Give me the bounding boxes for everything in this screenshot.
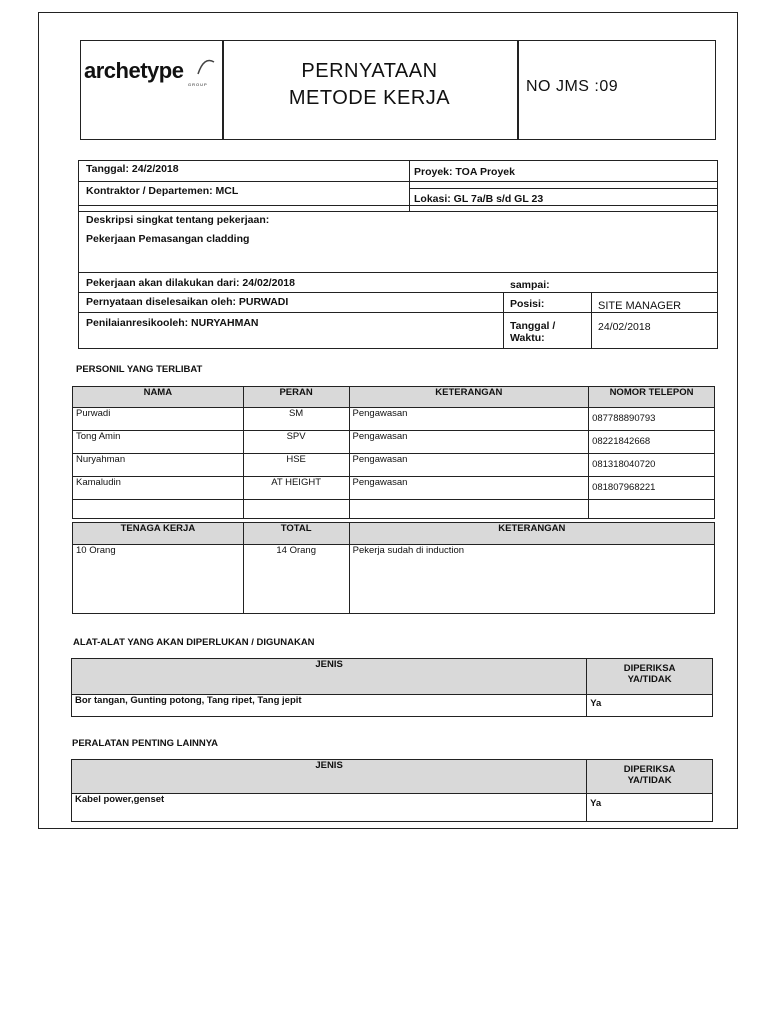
- header-diperiksa-line-2: YA/TIDAK: [627, 674, 672, 685]
- keterangan-cell: Pengawasan: [349, 408, 589, 431]
- section-title-alat: ALAT-ALAT YANG AKAN DIPERLUKAN / DIGUNAKAN: [73, 637, 315, 648]
- header-diperiksa-line-1: DIPERIKSA: [623, 663, 676, 674]
- table-row: [73, 408, 715, 431]
- telepon-cell: 081807968221: [589, 477, 715, 500]
- keterangan-cell: Pengawasan: [349, 454, 589, 477]
- tanggal-dari-field: Pekerjaan akan dilakukan dari: 24/02/2018: [86, 277, 295, 289]
- empty-cell: [243, 500, 349, 519]
- logo-swoosh-icon: [196, 54, 216, 76]
- empty-cell: [589, 500, 715, 519]
- tanggal-waktu-value: 24/02/2018: [598, 321, 651, 333]
- peran-cell: SPV: [243, 431, 349, 454]
- alat-header-row: [72, 659, 713, 695]
- keterangan-cell: Pengawasan: [349, 477, 589, 500]
- table-row: [73, 454, 715, 477]
- header-jenis: JENIS: [72, 659, 587, 695]
- header-diperiksa-line-2: YA/TIDAK: [627, 775, 672, 786]
- logo-subtext: GROUP: [188, 82, 208, 87]
- nama-cell: Nuryahman: [73, 454, 244, 477]
- telepon-cell: 087788890793: [589, 408, 715, 431]
- total-cell: 14 Orang: [243, 545, 349, 614]
- personil-table: [72, 386, 715, 519]
- info-line: [78, 211, 718, 212]
- diselesaikan-field: Pernyataan diselesaikan oleh: PURWADI: [86, 296, 289, 308]
- title-line-1: PERNYATAAN: [301, 60, 438, 82]
- tanggal-field: Tanggal: 24/2/2018: [86, 163, 179, 175]
- header-divider-2: [517, 40, 519, 139]
- proyek-field: Proyek: TOA Proyek: [414, 166, 515, 178]
- info-line: [78, 312, 718, 313]
- deskripsi-label: Deskripsi singkat tentang pekerjaan:: [86, 214, 270, 226]
- header-peran: PERAN: [243, 387, 349, 408]
- lokasi-field: Lokasi: GL 7a/B s/d GL 23: [414, 193, 544, 205]
- header-jenis: JENIS: [72, 760, 587, 794]
- header-diperiksa: [587, 760, 713, 794]
- personil-header-row: [73, 387, 715, 408]
- tenaga-keterangan-cell: Pekerja sudah di induction: [349, 545, 714, 614]
- tenaga-kerja-cell: 10 Orang: [73, 545, 244, 614]
- jenis-cell: Kabel power,genset: [72, 794, 587, 822]
- header-diperiksa: [587, 659, 713, 695]
- posisi-value: SITE MANAGER: [598, 300, 682, 312]
- keterangan-cell: Pengawasan: [349, 431, 589, 454]
- deskripsi-value: Pekerjaan Pemasangan cladding: [86, 233, 250, 245]
- info-divider: [409, 160, 410, 212]
- document-number: NO JMS :09: [526, 78, 619, 95]
- info-line: [78, 205, 718, 206]
- peran-cell: HSE: [243, 454, 349, 477]
- logo-text: archetype: [84, 58, 184, 83]
- info-divider: [591, 292, 592, 348]
- telepon-cell: 081318040720: [589, 454, 715, 477]
- tenaga-header-row: [73, 523, 715, 545]
- posisi-label: Posisi:: [510, 298, 545, 310]
- header-nama: NAMA: [73, 387, 244, 408]
- tanggal-waktu-label-2: Waktu:: [510, 332, 545, 344]
- table-row: [72, 695, 713, 717]
- alat-table: [71, 658, 713, 717]
- info-line: [78, 292, 718, 293]
- header-keterangan: KETERANGAN: [349, 387, 589, 408]
- penilai-field: Penilaianresikooleh: NURYAHMAN: [86, 317, 259, 329]
- diperiksa-cell: Ya: [587, 695, 713, 717]
- telepon-cell: 08221842668: [589, 431, 715, 454]
- header-tenaga-kerja: TENAGA KERJA: [73, 523, 244, 545]
- info-line: [409, 188, 718, 189]
- jenis-cell: Bor tangan, Gunting potong, Tang ripet, Tang jepit: [72, 695, 587, 717]
- peralatan-header-row: [72, 760, 713, 794]
- header-diperiksa-line-1: DIPERIKSA: [623, 764, 676, 775]
- page-title: [222, 58, 517, 112]
- table-row-empty: [73, 500, 715, 519]
- info-line: [78, 272, 718, 273]
- sampai-field: sampai:: [510, 279, 550, 291]
- kontraktor-field: Kontraktor / Departemen: MCL: [86, 185, 239, 197]
- header-tenaga-keterangan: KETERANGAN: [349, 523, 714, 545]
- peralatan-table: [71, 759, 713, 822]
- table-row: [73, 431, 715, 454]
- tenaga-kerja-table: [72, 522, 715, 614]
- company-logo: [84, 58, 208, 87]
- tanggal-waktu-label-1: Tanggal /: [510, 320, 556, 332]
- info-divider: [503, 292, 504, 348]
- nama-cell: Purwadi: [73, 408, 244, 431]
- section-title-peralatan: PERALATAN PENTING LAINNYA: [72, 738, 219, 749]
- empty-cell: [73, 500, 244, 519]
- diperiksa-cell: Ya: [587, 794, 713, 822]
- empty-cell: [349, 500, 589, 519]
- peran-cell: AT HEIGHT: [243, 477, 349, 500]
- table-row: [73, 477, 715, 500]
- header-telepon: NOMOR TELEPON: [589, 387, 715, 408]
- nama-cell: Kamaludin: [73, 477, 244, 500]
- nama-cell: Tong Amin: [73, 431, 244, 454]
- table-row: [73, 545, 715, 614]
- title-line-2: METODE KERJA: [288, 87, 451, 109]
- table-row: [72, 794, 713, 822]
- peran-cell: SM: [243, 408, 349, 431]
- section-title-personil: PERSONIL YANG TERLIBAT: [76, 364, 203, 375]
- info-line: [78, 181, 718, 182]
- header-total: TOTAL: [243, 523, 349, 545]
